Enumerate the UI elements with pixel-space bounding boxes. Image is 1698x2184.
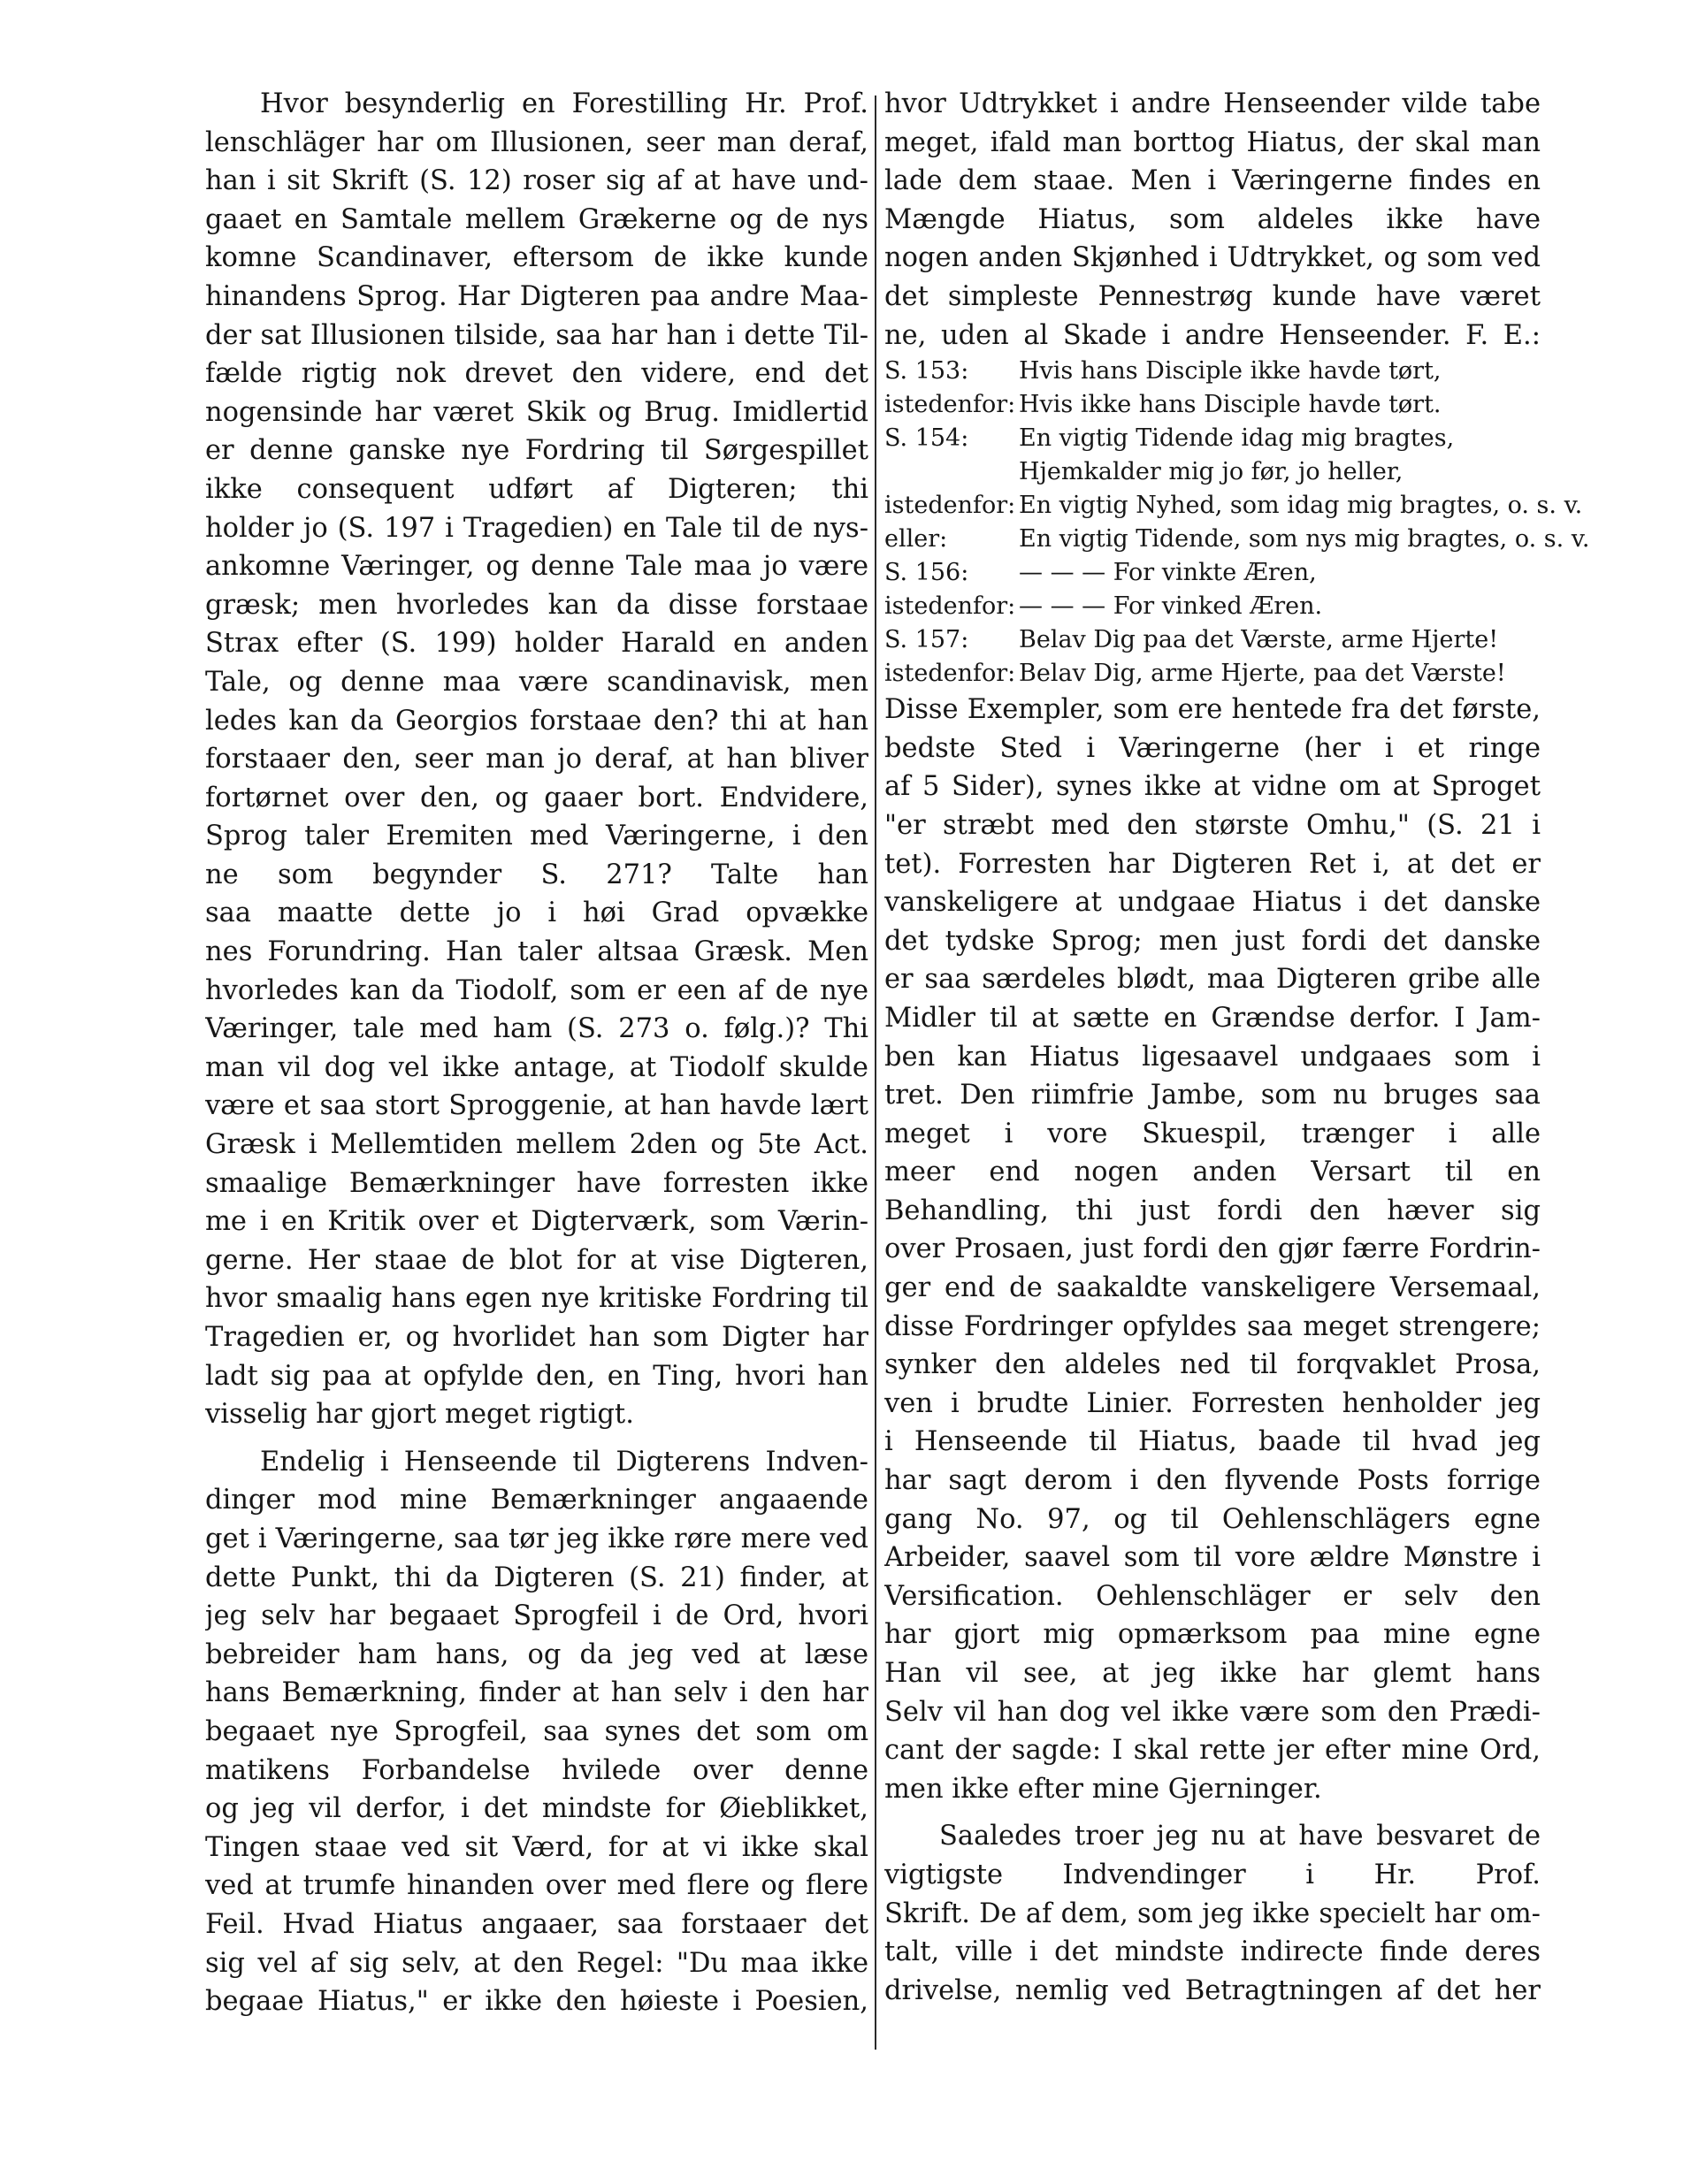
- text-line: Mængde Hiatus, som aldeles ikke have: [884, 203, 1541, 235]
- text-line: det simpleste Pennestrøg kunde have været: [884, 280, 1541, 312]
- text-line: ikke consequent udført af Digteren; thi: [205, 473, 868, 505]
- text-line: Væringer, tale med ham (S. 273 o. følg.)? Thi: [205, 1013, 868, 1045]
- text-line: drivelse, nemlig ved Betragtningen af det her: [884, 1974, 1541, 2006]
- text-line: Hvor besynderlig en Forestilling Hr. Prof.: [260, 88, 868, 119]
- errata-row: [884, 657, 1541, 691]
- right-column-top: [884, 85, 1541, 355]
- errata-label: istedenfor:: [884, 391, 1016, 419]
- column-divider: [875, 95, 876, 2050]
- text-line: være et saa stort Sproggenie, at han havde lært: [205, 1090, 868, 1122]
- text-line: tet). Forresten har Digteren Ret i, at det er: [884, 848, 1541, 880]
- text-line: gaaet en Samtale mellem Grækerne og de nys: [205, 203, 868, 235]
- text-line: ne, uden al Skade i andre Henseender. F. E.:: [884, 319, 1541, 351]
- errata-row: [884, 455, 1541, 489]
- errata-row: [884, 556, 1541, 590]
- text-line: holder jo (S. 197 i Tragedien) en Tale til de nys-: [205, 512, 868, 544]
- text-line: Strax efter (S. 199) holder Harald en anden: [205, 628, 868, 660]
- errata-text: En vigtig Tidende, som nys mig bragtes, o. s. v.: [1019, 525, 1590, 554]
- text-line: og jeg vil derfor, i det mindste for Øieblikket,: [205, 1793, 868, 1825]
- text-line: bedste Sted i Væringerne (her i et ringe: [884, 732, 1541, 764]
- text-line: synker den aldeles ned til forqvaklet Prosa,: [884, 1349, 1541, 1381]
- text-line: me i en Kritik over et Digterværk, som Værin-: [205, 1206, 868, 1238]
- text-line: nogensinde har været Skik og Brug. Imidlertid: [205, 396, 868, 428]
- text-line: get i Væringerne, saa tør jeg ikke røre mere ved: [205, 1523, 868, 1554]
- text-line: smaalige Bemærkninger have forresten ikke: [205, 1167, 868, 1199]
- text-line: lade dem staae. Men i Væringerne findes en: [884, 165, 1541, 197]
- text-line: ven i brudte Linier. Forresten henholder jeg: [884, 1387, 1541, 1419]
- text-line: gang No. 97, og til Oehlenschlägers egne: [884, 1503, 1541, 1535]
- text-line: begaae Hiatus," er ikke den høieste i Poesien,: [205, 1986, 868, 2018]
- errata-label: S. 154:: [884, 424, 969, 453]
- text-line: sig vel af sig selv, at den Regel: "Du maa ikke: [205, 1947, 868, 1979]
- text-line: i Henseende til Hiatus, baade til hvad jeg: [884, 1426, 1541, 1458]
- errata-row: [884, 623, 1541, 657]
- text-line: Tragedien er, og hvorlidet han som Digter har: [205, 1322, 868, 1353]
- text-line: Tale, og denne maa være scandinavisk, men: [205, 666, 868, 698]
- text-line: hinandens Sprog. Har Digteren paa andre Maa-: [205, 280, 868, 312]
- text-line: nogen anden Skjønhed i Udtrykket, og som ved: [884, 242, 1541, 274]
- errata-row: [884, 489, 1583, 523]
- errata-text: En vigtig Tidende idag mig bragtes,: [1019, 424, 1455, 453]
- errata-text: — — — For vinkte Æren,: [1019, 559, 1317, 587]
- errata-label: istedenfor:: [884, 492, 1016, 520]
- text-line: "er stræbt med den største Omhu," (S. 21 i: [884, 809, 1541, 841]
- text-line: er denne ganske nye Fordring til Sørgespillet: [205, 435, 868, 467]
- text-line: hans Bemærkning, finder at han selv i den har: [205, 1677, 868, 1709]
- text-line: han i sit Skrift (S. 12) roser sig af at have und-: [205, 165, 868, 197]
- errata-text: En vigtig Nyhed, som idag mig bragtes, o. s. v.: [1019, 492, 1583, 520]
- text-line: bebreider ham hans, og da jeg ved at læse: [205, 1638, 868, 1670]
- text-line: Endelig i Henseende til Digterens Indven-: [260, 1446, 868, 1478]
- text-line: Feil. Hvad Hiatus angaaer, saa forstaaer det: [205, 1908, 868, 1940]
- errata-text: Hvis ikke hans Disciple havde tørt.: [1019, 391, 1442, 419]
- text-line: har sagt derom i den flyvende Posts forrige: [884, 1465, 1541, 1497]
- errata-row: [884, 523, 1590, 556]
- text-line: matikens Forbandelse hvilede over denne: [205, 1754, 868, 1786]
- text-line: Midler til at sætte en Grændse derfor. I Jam-: [884, 1002, 1541, 1034]
- errata-text: — — — For vinked Æren.: [1019, 592, 1323, 621]
- paragraph-gap: [884, 1808, 1541, 1817]
- text-line: Arbeider, saavel som til vore ældre Mønstre i: [884, 1542, 1541, 1574]
- text-line: begaaet nye Sprogfeil, saa synes det som om: [205, 1715, 868, 1747]
- text-line: gerne. Her staae de blot for at vise Digteren,: [205, 1244, 868, 1276]
- text-line: hvor smaalig hans egen nye kritiske Fordring til: [205, 1283, 868, 1315]
- errata-row: [884, 422, 1541, 455]
- right-column-bottom: [884, 691, 1541, 2010]
- text-line: meer end nogen anden Versart til en: [884, 1157, 1541, 1188]
- text-line: jeg selv har begaaet Sprogfeil i de Ord, hvori: [205, 1600, 868, 1632]
- text-line: fortørnet over den, og gaaer bort. Endvidere,: [205, 782, 868, 813]
- text-line: saa maatte dette jo i høi Grad opvække: [205, 897, 868, 929]
- text-line: vigtigste Indvendinger i Hr. Prof.: [884, 1859, 1541, 1890]
- text-line: har gjort mig opmærksom paa mine egne: [884, 1619, 1541, 1651]
- errata-text: Hjemkalder mig jo før, jo heller,: [1019, 458, 1404, 486]
- text-line: ledes kan da Georgios forstaae den? thi at han: [205, 705, 868, 737]
- right-column: [884, 85, 1590, 2010]
- text-line: ne som begynder S. 271? Talte han: [205, 859, 868, 890]
- text-line: det tydske Sprog; men just fordi det danske: [884, 925, 1541, 957]
- text-line: ved at trumfe hinanden over med flere og flere: [205, 1870, 868, 1902]
- text-line: ankomne Væringer, og denne Tale maa jo være: [205, 551, 868, 583]
- text-line: hvorledes kan da Tiodolf, som er een af de nye: [205, 974, 868, 1006]
- text-line: lenschläger har om Illusionen, seer man deraf,: [205, 126, 868, 158]
- errata-text: Hvis hans Disciple ikke havde tørt,: [1019, 357, 1442, 386]
- text-line: ben kan Hiatus ligesaavel undgaaes som i: [884, 1041, 1541, 1073]
- text-line: Disse Exempler, som ere hentede fra det første,: [884, 694, 1541, 726]
- text-line: der sat Illusionen tilside, saa har han i dette Til-: [205, 319, 868, 351]
- text-line: man vil dog vel ikke antage, at Tiodolf skulde: [205, 1051, 868, 1083]
- errata-row: [884, 590, 1541, 623]
- text-line: men ikke efter mine Gjerninger.: [884, 1773, 1322, 1805]
- text-line: forstaaer den, seer man jo deraf, at han bliver: [205, 744, 868, 775]
- errata-label: S. 157:: [884, 626, 969, 654]
- errata-label: S. 156:: [884, 559, 969, 587]
- text-line: talt, ville i det mindste indirecte finde deres: [884, 1936, 1541, 1968]
- text-line: Saaledes troer jeg nu at have besvaret de: [939, 1821, 1541, 1852]
- errata-label: istedenfor:: [884, 660, 1016, 688]
- text-line: hvor Udtrykket i andre Henseender vilde tabe: [884, 88, 1541, 119]
- errata-label: S. 153:: [884, 357, 969, 386]
- text-line: visselig har gjort meget rigtigt.: [205, 1399, 634, 1431]
- text-line: over Prosaen, just fordi den gjør færre Fordrin-: [884, 1233, 1541, 1265]
- errata-label: eller:: [884, 525, 948, 554]
- left-column: [205, 85, 868, 2021]
- errata-row: [884, 388, 1541, 422]
- text-line: Han vil see, at jeg ikke har glemt hans: [884, 1658, 1541, 1689]
- errata-label: [884, 455, 1019, 489]
- text-line: komne Scandinaver, eftersom de ikke kunde: [205, 242, 868, 274]
- text-line: nes Forundring. Han taler altsaa Græsk. Men: [205, 936, 868, 968]
- text-line: græsk; men hvorledes kan da disse forstaae: [205, 589, 868, 621]
- text-line: dette Punkt, thi da Digteren (S. 21) finder, at: [205, 1562, 868, 1593]
- text-line: Tingen staae ved sit Værd, for at vi ikke skal: [205, 1831, 868, 1863]
- text-line: fælde rigtig nok drevet den videre, end det: [205, 358, 868, 390]
- text-line: tret. Den riimfrie Jambe, som nu bruges saa: [884, 1080, 1541, 1111]
- text-line: ladt sig paa at opfylde den, en Ting, hvori han: [205, 1360, 868, 1392]
- text-line: Versification. Oehlenschläger er selv den: [884, 1580, 1541, 1612]
- text-line: Sprog taler Eremiten med Væringerne, i den: [205, 821, 868, 852]
- text-line: disse Fordringer opfyldes saa meget strengere;: [884, 1310, 1541, 1342]
- text-line: vanskeligere at undgaae Hiatus i det danske: [884, 887, 1541, 919]
- text-line: er saa særdeles blødt, maa Digteren gribe alle: [884, 964, 1541, 996]
- errata-text: Belav Dig paa det Værste, arme Hjerte!: [1019, 626, 1499, 654]
- text-line: Skrift. De af dem, som jeg ikke specielt har om-: [884, 1898, 1541, 1929]
- text-line: meget i vore Skuespil, trænger i alle: [884, 1118, 1541, 1149]
- text-line: Græsk i Mellemtiden mellem 2den og 5te Act.: [205, 1129, 868, 1161]
- text-line: meget, ifald man borttog Hiatus, der skal man: [884, 126, 1541, 158]
- text-line: Behandling, thi just fordi den hæver sig: [884, 1195, 1541, 1226]
- errata-text: Belav Dig, arme Hjerte, paa det Værste!: [1019, 660, 1506, 688]
- text-line: Selv vil han dog vel ikke være som den Prædi-: [884, 1696, 1541, 1728]
- text-line: af 5 Sider), synes ikke at vidne om at Sproget: [884, 771, 1541, 803]
- errata-row: [884, 355, 1541, 388]
- paragraph-gap: [205, 1434, 868, 1443]
- text-line: cant der sagde: I skal rette jer efter mine Ord,: [884, 1735, 1541, 1767]
- text-line: ger end de saakaldte vanskeligere Versemaal,: [884, 1272, 1541, 1304]
- errata-list: [884, 355, 1590, 691]
- text-line: dinger mod mine Bemærkninger angaaende: [205, 1485, 868, 1516]
- errata-label: istedenfor:: [884, 592, 1016, 621]
